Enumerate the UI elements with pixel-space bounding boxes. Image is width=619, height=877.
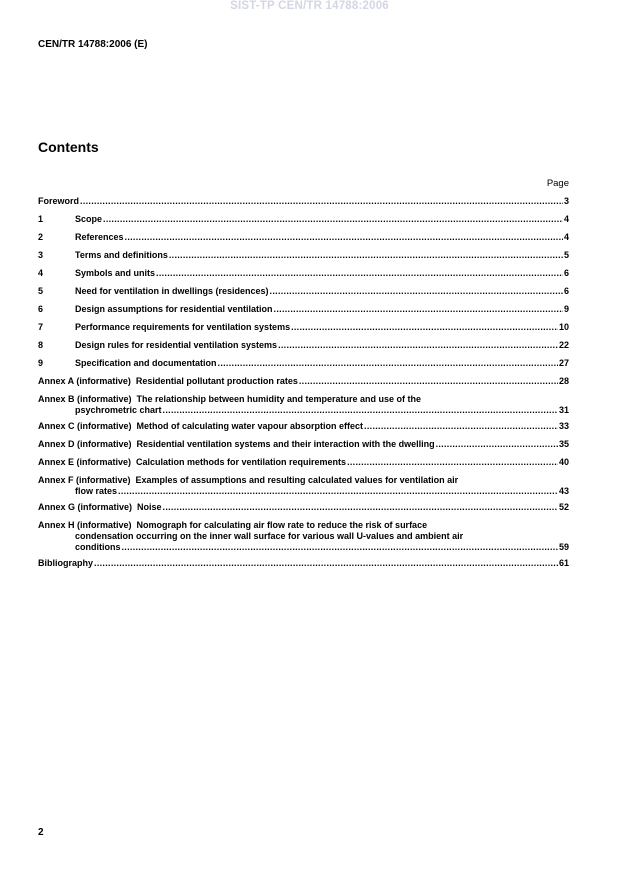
page-number: 2 xyxy=(38,827,44,838)
toc-entry-design-assumptions[interactable] xyxy=(38,304,569,315)
annex-label: Annex A (informative) xyxy=(38,376,131,386)
watermark: SIST-TP CEN/TR 14788:2006 xyxy=(230,0,389,12)
annex-label: Annex B (informative) xyxy=(38,394,132,404)
toc-title: Terms and definitions xyxy=(75,250,168,260)
toc-page: 10 xyxy=(558,322,569,332)
toc-title-continued: flow rates xyxy=(75,486,118,496)
toc-entry-design-rules[interactable] xyxy=(38,340,569,351)
toc-page: 35 xyxy=(558,439,569,449)
toc-title: Design rules for residential ventilation systems xyxy=(75,340,278,350)
toc-entry-performance-requirements[interactable] xyxy=(38,322,569,333)
toc-entry-annex-h[interactable] xyxy=(38,520,569,553)
dot-leader xyxy=(94,558,558,569)
toc-entry-annex-c[interactable] xyxy=(38,421,569,432)
contents-title: Contents xyxy=(38,139,99,155)
toc-title: The relationship between humidity and temperature and use of the xyxy=(136,394,422,404)
dot-leader xyxy=(270,286,563,297)
annex-label: Annex F (informative) xyxy=(38,475,131,485)
toc-page: 59 xyxy=(558,542,569,552)
toc-number: 5 xyxy=(38,286,44,296)
toc-page: 5 xyxy=(563,250,569,260)
annex-label: Annex D (informative) xyxy=(38,439,132,449)
toc-page: 52 xyxy=(558,502,569,512)
toc-title: Specification and documentation xyxy=(75,358,217,368)
toc-page: 6 xyxy=(563,268,569,278)
toc-title: Examples of assumptions and resulting calculated values for ventilation air xyxy=(135,475,459,485)
toc-page: 43 xyxy=(558,486,569,496)
toc-entry-terms-definitions[interactable] xyxy=(38,250,569,261)
toc-number: 8 xyxy=(38,340,44,350)
toc-page: 3 xyxy=(563,196,569,206)
dot-leader xyxy=(156,268,563,279)
toc-title: References xyxy=(75,232,124,242)
toc-page: 33 xyxy=(558,421,569,431)
toc-number: 4 xyxy=(38,268,44,278)
dot-leader xyxy=(364,421,558,432)
toc-number: 7 xyxy=(38,322,44,332)
toc-entry-annex-g[interactable] xyxy=(38,502,569,513)
toc-page: 4 xyxy=(563,232,569,242)
toc-number: 6 xyxy=(38,304,44,314)
toc-title: Nomograph for calculating air flow rate to reduce the risk of surface xyxy=(136,520,428,530)
toc-title-continued: condensation occurring on the inner wall surface for various wall U-values and ambient air xyxy=(75,531,464,541)
toc-entry-references[interactable] xyxy=(38,232,569,243)
dot-leader xyxy=(163,502,558,513)
annex-label: Annex E (informative) xyxy=(38,457,132,467)
dot-leader xyxy=(299,376,558,387)
toc-number: 3 xyxy=(38,250,44,260)
dot-leader xyxy=(163,405,558,416)
toc-entry-specification[interactable] xyxy=(38,358,569,369)
toc-entry-scope[interactable] xyxy=(38,214,569,225)
toc-title-continued: conditions xyxy=(75,542,121,552)
annex-label: Annex H (informative) xyxy=(38,520,132,530)
toc-title: Design assumptions for residential ventilation xyxy=(75,304,273,314)
toc-title: Residential pollutant production rates xyxy=(135,376,298,386)
toc-number: 1 xyxy=(38,214,44,224)
toc-title: Noise xyxy=(137,502,162,512)
toc-entry-annex-a[interactable] xyxy=(38,376,569,387)
dot-leader xyxy=(125,232,563,243)
dot-leader xyxy=(291,322,558,333)
toc-entry-annex-b[interactable] xyxy=(38,394,569,416)
toc-entry-annex-e[interactable] xyxy=(38,457,569,468)
toc-title: Foreword xyxy=(38,196,80,206)
toc-page: 22 xyxy=(558,340,569,350)
toc-number: 9 xyxy=(38,358,44,368)
dot-leader xyxy=(169,250,563,261)
toc-title: Need for ventilation in dwellings (residences) xyxy=(75,286,269,296)
dot-leader xyxy=(218,358,558,369)
toc-title: Symbols and units xyxy=(75,268,156,278)
toc-entry-annex-d[interactable] xyxy=(38,439,569,450)
toc-page: 31 xyxy=(558,405,569,415)
dot-leader xyxy=(103,214,563,225)
annex-label: Annex C (informative) xyxy=(38,421,132,431)
toc-title: Residential ventilation systems and their interaction with the dwelling xyxy=(136,439,435,449)
document-id: CEN/TR 14788:2006 (E) xyxy=(38,39,148,50)
toc-title: Method of calculating water vapour absorption effect xyxy=(136,421,364,431)
toc-number: 2 xyxy=(38,232,44,242)
table-of-contents xyxy=(38,196,569,576)
toc-page: 27 xyxy=(558,358,569,368)
dot-leader xyxy=(274,304,563,315)
annex-label: Annex G (informative) xyxy=(38,502,133,512)
toc-title: Bibliography xyxy=(38,558,94,568)
toc-title-continued: psychrometric chart xyxy=(75,405,162,415)
toc-title: Performance requirements for ventilation systems xyxy=(75,322,291,332)
toc-entry-foreword[interactable] xyxy=(38,196,569,207)
page-column-header: Page xyxy=(546,178,569,189)
toc-entry-symbols-units[interactable] xyxy=(38,268,569,279)
dot-leader xyxy=(122,542,558,553)
toc-entry-annex-f[interactable] xyxy=(38,475,569,497)
dot-leader xyxy=(278,340,558,351)
toc-title: Scope xyxy=(75,214,103,224)
toc-page: 4 xyxy=(563,214,569,224)
toc-entry-need-for-ventilation[interactable] xyxy=(38,286,569,297)
dot-leader xyxy=(118,486,558,497)
toc-entry-bibliography[interactable] xyxy=(38,558,569,569)
toc-page: 6 xyxy=(563,286,569,296)
toc-page: 28 xyxy=(558,376,569,386)
toc-page: 61 xyxy=(558,558,569,568)
dot-leader xyxy=(347,457,558,468)
toc-page: 9 xyxy=(563,304,569,314)
toc-page: 40 xyxy=(558,457,569,467)
dot-leader xyxy=(80,196,563,207)
dot-leader xyxy=(436,439,558,450)
toc-title: Calculation methods for ventilation requirements xyxy=(136,457,347,467)
